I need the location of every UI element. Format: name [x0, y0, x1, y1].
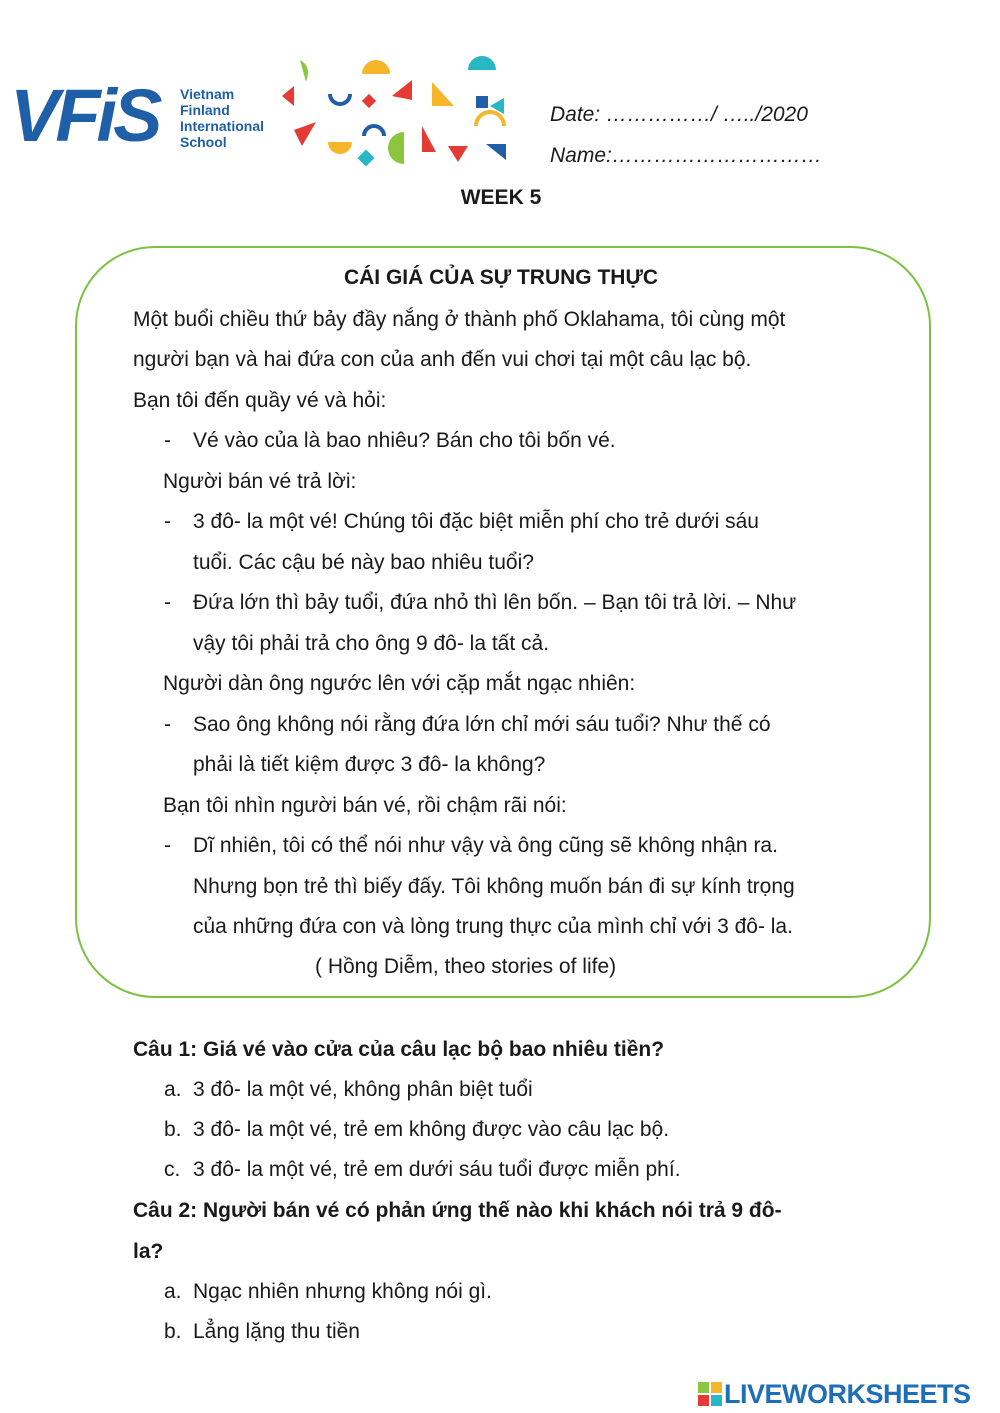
dialogue-line: tuổi. Các cậu bé này bao nhiêu tuổi?: [193, 551, 534, 574]
dialogue-dash: -: [164, 834, 171, 857]
story-line: Một buổi chiều thứ bảy đầy nắng ở thành phố Oklahama, tôi cùng một: [133, 308, 786, 331]
option-letter: a.: [164, 1280, 182, 1303]
dialogue-dash: -: [164, 510, 171, 533]
dialogue-dash: -: [164, 429, 171, 452]
q1-option-b[interactable]: 3 đô- la một vé, trẻ em không được vào câu lạc bộ.: [193, 1118, 670, 1141]
dialogue-line: 3 đô- la một vé! Chúng tôi đặc biệt miễn phí cho trẻ dưới sáu: [193, 510, 759, 533]
option-letter: c.: [164, 1158, 181, 1181]
dialogue-line: Đứa lớn thì bảy tuổi, đứa nhỏ thì lên bốn. – Bạn tôi trả lời. – Như: [193, 591, 797, 614]
decorative-confetti: [272, 56, 512, 172]
story-source: ( Hồng Diễm, theo stories of life): [315, 955, 617, 978]
dialogue-line: Sao ông không nói rằng đứa lớn chỉ mới sáu tuổi? Như thế có: [193, 713, 771, 736]
dialogue-line: vậy tôi phải trả cho ông 9 đô- la tất cả.: [193, 632, 550, 655]
q2-option-a[interactable]: Ngạc nhiên nhưng không nói gì.: [193, 1280, 492, 1303]
q1-option-a[interactable]: 3 đô- la một vé, không phân biệt tuổi: [193, 1078, 533, 1101]
dialogue-dash: -: [164, 591, 171, 614]
dialogue-dash: -: [164, 713, 171, 736]
narration-line: Bạn tôi nhìn người bán vé, rồi chậm rãi nói:: [163, 794, 567, 817]
narration-line: Người bán vé trả lời:: [163, 470, 357, 493]
q1-option-c[interactable]: 3 đô- la một vé, trẻ em dưới sáu tuổi được miễn phí.: [193, 1158, 681, 1181]
story-line: người bạn và hai đứa con của anh đến vui chơi tại một câu lạc bộ.: [133, 348, 752, 371]
week-heading: WEEK 5: [460, 186, 542, 209]
dialogue-line: của những đứa con và lòng trung thực của mình chỉ với 3 đô- la.: [193, 915, 793, 938]
dialogue-line: phải là tiết kiệm được 3 đô- la không?: [193, 753, 546, 776]
option-letter: a.: [164, 1078, 182, 1101]
option-letter: b.: [164, 1118, 182, 1141]
school-logo-subtitle: [180, 86, 264, 150]
q2-option-b[interactable]: Lẳng lặng thu tiền: [193, 1320, 360, 1343]
question-2: Câu 2: Người bán vé có phản ứng thế nào khi khách nói trả 9 đô-: [133, 1199, 782, 1222]
dialogue-line: Vé vào của là bao nhiêu? Bán cho tôi bốn vé.: [193, 429, 616, 452]
dialogue-line: Dĩ nhiên, tôi có thể nói như vậy và ông cũng sẽ không nhận ra.: [193, 834, 778, 857]
logo-subtitle-line: International: [180, 118, 265, 134]
narration-line: Người dàn ông ngước lên với cặp mắt ngạc nhiên:: [163, 672, 636, 695]
dialogue-line: Nhưng bọn trẻ thì biếy đấy. Tôi không muốn bán đi sự kính trọng: [193, 875, 795, 898]
liveworksheets-brand[interactable]: LIVEWORKSHEETS: [724, 1379, 971, 1409]
story-title: CÁI GIÁ CỦA SỰ TRUNG THỰC: [343, 266, 659, 289]
liveworksheets-logo-icon: [698, 1382, 722, 1406]
question-2-continued: la?: [133, 1240, 164, 1263]
name-field[interactable]: Name:…………………………: [550, 144, 822, 167]
question-1: Câu 1: Giá vé vào cửa của câu lạc bộ bao nhiêu tiền?: [133, 1038, 665, 1061]
logo-subtitle-line: Vietnam: [180, 86, 235, 102]
logo-subtitle-line: School: [180, 134, 227, 150]
school-logo: VFiS: [10, 74, 159, 157]
story-line: Bạn tôi đến quầy vé và hỏi:: [133, 389, 387, 412]
logo-subtitle-line: Finland: [180, 102, 230, 118]
date-field[interactable]: Date: ……………/ …../2020: [550, 103, 808, 126]
option-letter: b.: [164, 1320, 182, 1343]
